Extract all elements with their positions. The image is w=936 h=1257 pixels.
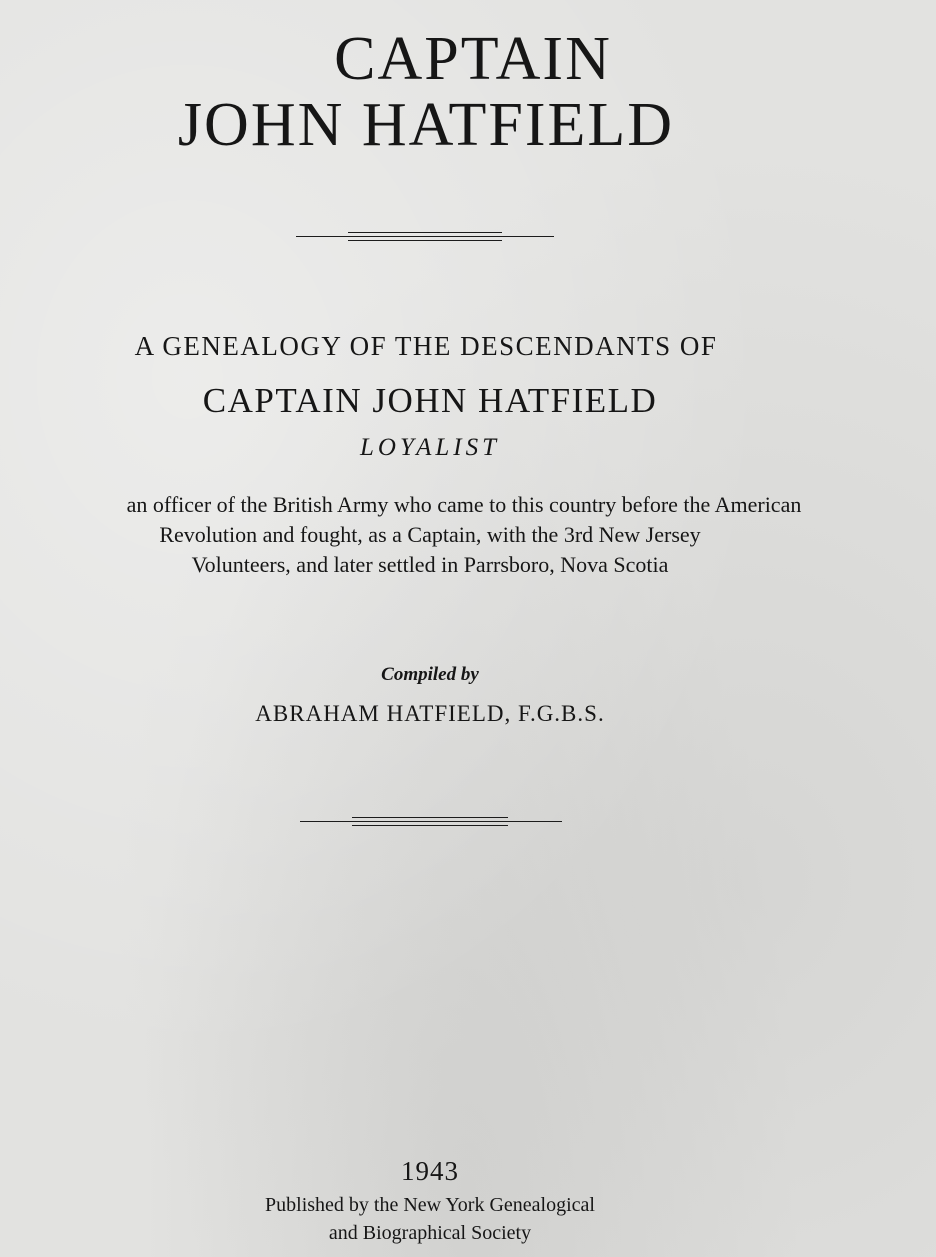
rule-short-line [348,232,502,233]
subject-name: CAPTAIN JOHN HATFIELD [202,381,658,420]
compiler-name: ABRAHAM HATFIELD, F.G.B.S. [255,701,605,726]
publisher-line-1: Published by the New York Genealogical [265,1194,595,1216]
description-line-3: Volunteers, and later settled in Parrsboro, Nova Scotia [191,552,669,577]
book-title-line-1: CAPTAIN [334,25,612,93]
publication-year: 1943 [401,1156,459,1186]
subtitle: A GENEALOGY OF THE DESCENDANTS OF [134,331,718,361]
rule-long-line [296,236,554,237]
rule-short-line [352,817,508,818]
book-title-line-2: JOHN HATFIELD [177,91,675,159]
subject-role: LOYALIST [359,434,501,461]
description-line-2: Revolution and fought, as a Captain, with the 3rd New Jersey [159,522,701,547]
compiled-by-label: Compiled by [381,664,479,685]
ornamental-rule-bottom [300,812,562,832]
description-line-1: an officer of the British Army who came to this country before the American [126,492,802,517]
rule-long-line [300,821,562,822]
ornamental-rule-top [296,227,554,247]
rule-short-line [352,825,508,826]
publisher-line-2: and Biographical Society [328,1222,532,1244]
rule-short-line [348,240,502,241]
